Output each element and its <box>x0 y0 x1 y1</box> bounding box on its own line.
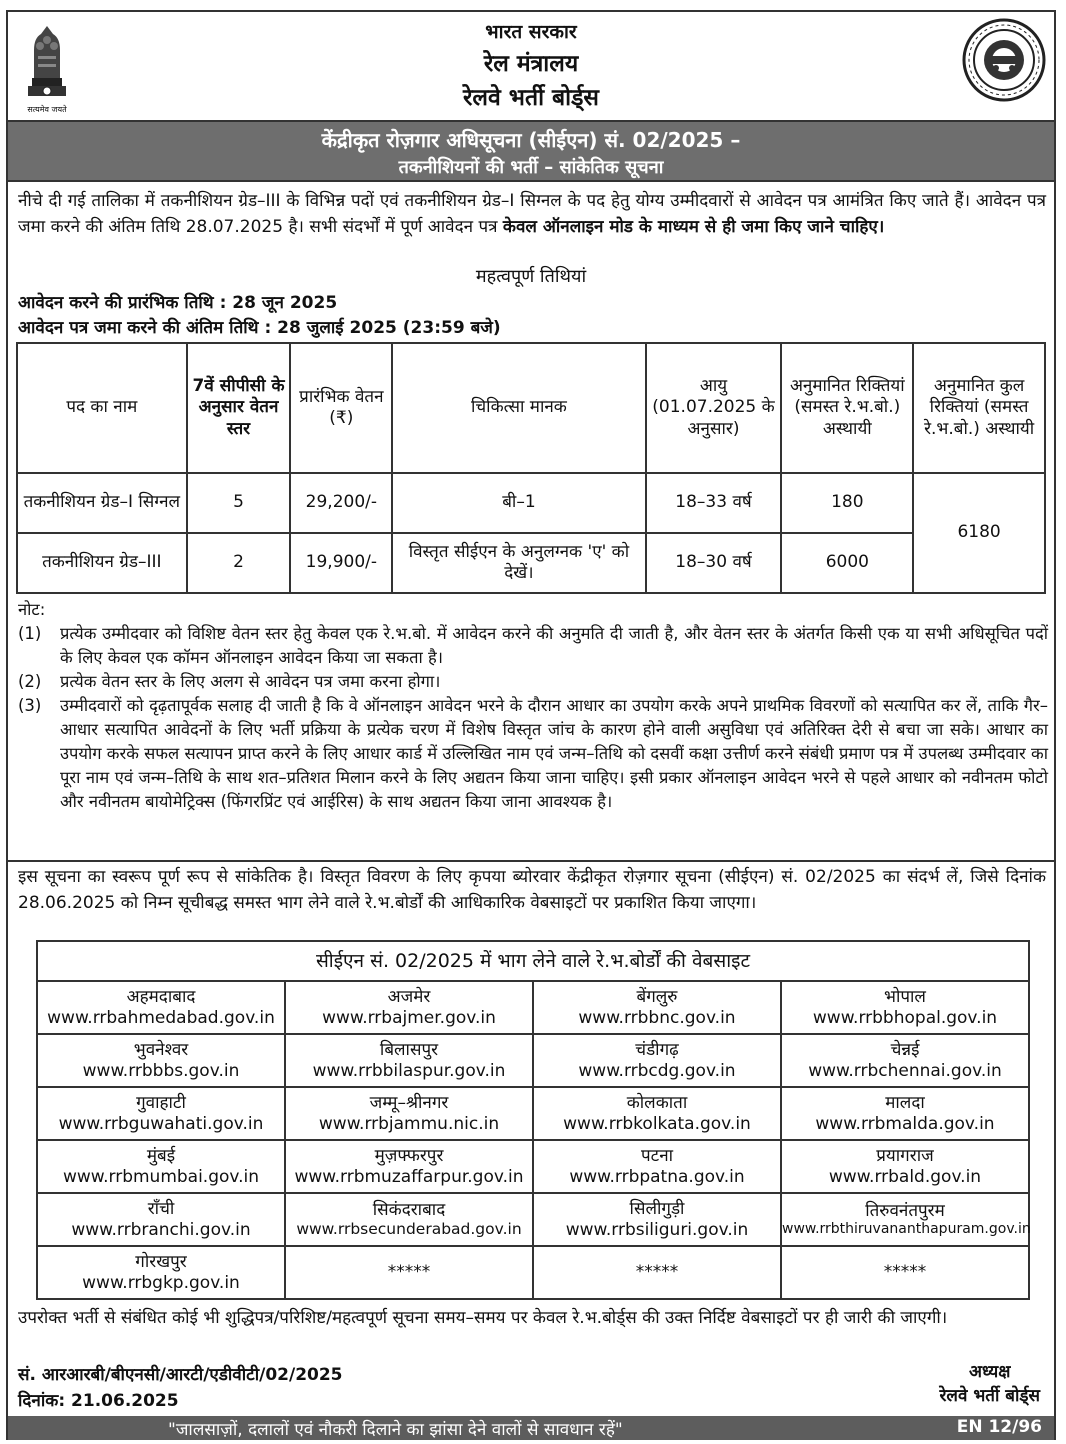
header-vacancies: अनुमानित रिक्तियां (समस्त रे.भ.बो.) अस्थायी <box>781 343 913 473</box>
website-cell <box>781 1034 1029 1087</box>
intro-bold-text: केवल ऑनलाइन मोड के माध्यम से ही जमा किए जाने चाहिए। <box>502 217 885 237</box>
rrb-city: राँची <box>147 1199 175 1220</box>
govt-name: भारत सरकार <box>485 21 577 43</box>
rrb-city: गुवाहाटी <box>136 1093 186 1114</box>
table-row <box>37 981 1029 1034</box>
website-cell <box>285 1140 533 1193</box>
rrb-website-link[interactable]: www.rrbbilaspur.gov.in <box>312 1060 506 1081</box>
note-text: प्रत्येक वेतन स्तर के लिए अलग से आवेदन पत्र जमा करना होगा। <box>60 672 441 691</box>
rrb-city: मुंबई <box>146 1146 176 1167</box>
rrb-websites-table <box>36 940 1030 1300</box>
rrb-website-link[interactable]: www.rrbmuzaffarpur.gov.in <box>294 1166 524 1187</box>
rrb-website-link[interactable]: www.rrbranchi.gov.in <box>71 1219 251 1240</box>
rrb-website-link[interactable]: www.rrbjammu.nic.in <box>318 1113 500 1134</box>
vacancy-header-row <box>17 343 1045 473</box>
important-dates-title: महत्वपूर्ण तिथियां <box>475 266 587 287</box>
en-code: EN 12/96 <box>956 1417 1042 1437</box>
header-age: आयु (01.07.2025 के अनुसार) <box>646 343 782 473</box>
rrb-website-link[interactable]: www.rrbchennai.gov.in <box>808 1060 1002 1081</box>
website-cell-empty <box>533 1246 781 1299</box>
initial-pay: 19,900/- <box>290 533 392 593</box>
table-row <box>37 1140 1029 1193</box>
website-cell <box>285 981 533 1034</box>
placeholder-stars: ***** <box>635 1262 679 1283</box>
header <box>8 12 1054 122</box>
table-row <box>37 1034 1029 1087</box>
rrb-website-link[interactable]: www.rrbkolkata.gov.in <box>563 1113 751 1134</box>
website-cell <box>37 1087 285 1140</box>
header-pay-level: 7वें सीपीसी के अनुसार वेतन स्तर <box>187 343 291 473</box>
intro-text: नीचे दी गई तालिका में तकनीशियन ग्रेड–III के विभिन्न पदों एवं तकनीशियन ग्रेड–I सिग्नल के पद हेतु योग्य उम्मीदवारों से आवेदन पत्र आमंत्रित किए जाते हैं। आवेदन पत्र जमा करने की अंतिम तिथि 28.07.2025 है। सभी संदर्भों में पूर्ण आवेदन पत्र <box>18 191 1046 237</box>
rrb-city: प्रयागराज <box>876 1146 934 1167</box>
caution-slogan: "जालसाज़ों, दलालों एवं नौकरी दिलाने का झांसा देने वालों से सावधान रहें" <box>168 1420 623 1440</box>
rrb-website-link[interactable]: www.rrbguwahati.gov.in <box>58 1113 264 1134</box>
indian-railways-seal-icon <box>962 18 1046 102</box>
post-name: तकनीशियन ग्रेड–I सिग्नल <box>17 473 187 533</box>
note-item <box>18 694 1048 814</box>
rrb-website-link[interactable]: www.rrbpatna.gov.in <box>569 1166 745 1187</box>
summary-paragraph: इस सूचना का स्वरूप पूर्ण रूप से सांकेतिक है। विस्तृत विवरण के लिए कृपया ब्योरवार केंद्रीकृत रोज़गार सूचना (सीईएन) सं. 02/2025 का संदर्भ लें, जिसे दिनांक 28.06.2025 को निम्न सूचीबद्ध समस्त भाग लेने वाले रे.भ.बोर्डों की आधिकारिक वेबसाइटों पर प्रकाशित किया जाएगा। <box>18 867 1046 913</box>
advertisement-page <box>6 10 1056 1440</box>
vacancies: 6000 <box>781 533 913 593</box>
rrb-website-link[interactable]: www.rrbbnc.gov.in <box>578 1007 736 1028</box>
rrb-city: चेन्नई <box>890 1040 920 1061</box>
note-item <box>18 622 1048 670</box>
website-cell <box>37 1140 285 1193</box>
header-post: पद का नाम <box>17 343 187 473</box>
application-start-date: आवेदन करने की प्रारंभिक तिथि : 28 जून 2025 <box>18 293 338 313</box>
vacancy-table <box>16 342 1046 594</box>
website-cell <box>37 981 285 1034</box>
website-cell <box>533 1034 781 1087</box>
rrb-website-link[interactable]: www.rrbmalda.gov.in <box>815 1113 995 1134</box>
website-cell <box>533 1140 781 1193</box>
issue-date: दिनांक: 21.06.2025 <box>18 1391 179 1411</box>
note-text: प्रत्येक उम्मीदवार को विशिष्ट वेतन स्तर हेतु केवल एक रे.भ.बो. में आवेदन करने की अनुमति दी जाती है, और वेतन स्तर के अंतर्गत किसी एक या सभी अधिसूचित पदों के लिए केवल एक कॉमन ऑनलाइन आवेदन किया जा सकता है। <box>60 624 1048 667</box>
rrb-city: मालदा <box>885 1093 925 1114</box>
website-cell <box>781 1140 1029 1193</box>
rrb-website-link[interactable]: www.rrbahmedabad.gov.in <box>47 1007 275 1028</box>
closing-paragraph: उपरोक्त भर्ती से संबंधित कोई भी शुद्धिपत्र/परिशिष्ट/महत्वपूर्ण सूचना समय–समय पर केवल रे.भ.बोर्ड्स की उक्त निर्दिष्ट वेबसाइटों पर ही जारी की जाएगी। <box>18 1308 948 1328</box>
website-cell <box>37 1246 285 1299</box>
notice-title-band <box>8 122 1054 182</box>
rrb-website-link[interactable]: www.rrbald.gov.in <box>828 1166 982 1187</box>
medical-standard: बी–1 <box>392 473 645 533</box>
rrb-city: भोपाल <box>884 987 926 1008</box>
rrb-city: अहमदाबाद <box>126 987 196 1008</box>
header-total-vacancies: अनुमानित कुल रिक्तियां (समस्त रे.भ.बो.) अस्थायी <box>913 343 1045 473</box>
table-row <box>37 1193 1029 1246</box>
notes-label: नोट: <box>18 600 46 619</box>
section-divider <box>8 860 1054 862</box>
rrb-city: भुवनेश्वर <box>133 1040 189 1061</box>
rrb-city: तिरुवनंतपुरम <box>865 1200 945 1221</box>
rrb-city: सिलीगुड़ी <box>629 1199 685 1220</box>
designation: अध्यक्ष <box>969 1362 1011 1382</box>
table-row <box>37 1087 1029 1140</box>
note-text: उम्मीदवारों को दृढ़तापूर्वक सलाह दी जाती है कि वे ऑनलाइन आवेदन भरने के दौरान आधार का उपयोग करके अपने प्राथमिक विवरणों को सत्यापित कर लें, ताकि गैर–आधार सत्यापित आवेदनों के लिए भर्ती प्रक्रिया के प्रत्येक चरण में विशेष विस्तृत जांच के कारण होने वाली असुविधा एवं अतिरिक्त देरी से बचा जा सके। आधार का उपयोग करके सफल सत्यापन प्राप्त करने के लिए आधार कार्ड में उल्लिखित नाम एवं जन्म–तिथि को दसवीं कक्षा उत्तीर्ण करने संबंधी प्रमाण पत्र में उपलब्ध उम्मीदवार का पूरा नाम एवं जन्म–तिथि के साथ शत–प्रतिशत मिलान करने के लिए अद्यतन किया जाना चाहिए। इसी प्रकार ऑनलाइन आवेदन भरने से पहले आधार को नवीनतम फोटो और नवीनतम बायोमेट्रिक्स (फिंगरप्रिंट एवं आईरिस) के साथ अद्यतन किया जाना आवश्यक है। <box>60 696 1048 811</box>
application-end-date: आवेदन पत्र जमा करने की अंतिम तिथि : 28 जुलाई 2025 (23:59 बजे) <box>18 318 501 338</box>
reference-number: सं. आरआरबी/बीएनसी/आरटी/एडीवीटी/02/2025 <box>18 1365 343 1385</box>
website-cell <box>533 1087 781 1140</box>
rrb-city: मुज़फ्फरपुर <box>374 1146 444 1167</box>
post-name: तकनीशियन ग्रेड–III <box>17 533 187 593</box>
vacancies: 180 <box>781 473 913 533</box>
website-cell <box>285 1193 533 1246</box>
rrb-city: अजमेर <box>387 987 431 1008</box>
website-cell <box>781 1087 1029 1140</box>
rrb-city: पटना <box>640 1146 674 1167</box>
rrb-website-link[interactable]: www.rrbsiliguri.gov.in <box>565 1219 749 1240</box>
total-vacancies: 6180 <box>913 473 1045 593</box>
website-cell <box>37 1193 285 1246</box>
websites-title: सीईएन सं. 02/2025 में भाग लेने वाले रे.भ.बोर्डों की वेबसाइट <box>37 941 1029 981</box>
website-cell-empty <box>285 1246 533 1299</box>
pay-level: 5 <box>187 473 291 533</box>
note-number: (3) <box>18 696 42 715</box>
note-item <box>18 670 1048 694</box>
emblem-caption: सत्यमेव जयते <box>27 105 67 114</box>
intro-paragraph <box>18 188 1046 240</box>
initial-pay: 29,200/- <box>290 473 392 533</box>
website-cell <box>781 981 1029 1034</box>
rrb-website-link[interactable]: www.rrbmumbai.gov.in <box>62 1166 260 1187</box>
notes-section <box>18 598 1048 814</box>
footer-band <box>8 1416 1054 1440</box>
office-name: रेलवे भर्ती बोर्ड्स <box>939 1386 1040 1406</box>
rrb-website-link[interactable]: www.rrbsecunderabad.gov.in <box>296 1220 522 1239</box>
rrb-city: जम्मू–श्रीनगर <box>369 1093 449 1114</box>
table-row <box>37 1246 1029 1299</box>
rrb-city: बेंगलुरु <box>636 987 678 1008</box>
rrb-city: बिलासपुर <box>379 1040 439 1061</box>
website-cell <box>37 1034 285 1087</box>
rrb-website-link[interactable]: www.rrbbbs.gov.in <box>82 1060 240 1081</box>
ministry-name: रेल मंत्रालय <box>483 50 579 77</box>
website-cell <box>285 1034 533 1087</box>
note-number: (1) <box>18 624 42 643</box>
age-limit: 18–30 वर्ष <box>646 533 782 593</box>
board-name: रेलवे भर्ती बोर्ड्स <box>463 84 599 111</box>
placeholder-stars: ***** <box>883 1262 927 1283</box>
website-cell <box>533 981 781 1034</box>
notice-subtitle: तकनीशियनों की भर्ती – सांकेतिक सूचना <box>398 157 664 178</box>
placeholder-stars: ***** <box>387 1262 431 1283</box>
pay-level: 2 <box>187 533 291 593</box>
table-row <box>17 473 1045 533</box>
rrb-website-link[interactable]: www.rrbthiruvananthapuram.gov.in <box>782 1221 1031 1238</box>
rrb-city: गोरखपुर <box>135 1252 187 1273</box>
website-cell <box>285 1087 533 1140</box>
rrb-website-link[interactable]: www.rrbbhopal.gov.in <box>812 1007 998 1028</box>
rrb-website-link[interactable]: www.rrbgkp.gov.in <box>82 1272 240 1293</box>
medical-standard: विस्तृत सीईएन के अनुलग्नक 'ए' को देखें। <box>392 533 645 593</box>
rrb-website-link[interactable]: www.rrbcdg.gov.in <box>578 1060 736 1081</box>
website-cell <box>533 1193 781 1246</box>
header-medical: चिकित्सा मानक <box>392 343 645 473</box>
website-cell <box>781 1193 1029 1246</box>
rrb-website-link[interactable]: www.rrbajmer.gov.in <box>322 1007 496 1028</box>
header-initial-pay: प्रारंभिक वेतन (₹) <box>290 343 392 473</box>
signature-block <box>939 1360 1040 1408</box>
rrb-city: कोलकाता <box>626 1093 688 1114</box>
website-cell-empty <box>781 1246 1029 1299</box>
notice-title: केंद्रीकृत रोज़गार अधिसूचना (सीईएन) सं. 02/2025 – <box>321 128 741 152</box>
note-number: (2) <box>18 672 42 691</box>
rrb-city: चंडीगढ़ <box>635 1040 679 1061</box>
rrb-city: सिकंदराबाद <box>372 1200 446 1220</box>
age-limit: 18–33 वर्ष <box>646 473 782 533</box>
table-row <box>17 533 1045 593</box>
